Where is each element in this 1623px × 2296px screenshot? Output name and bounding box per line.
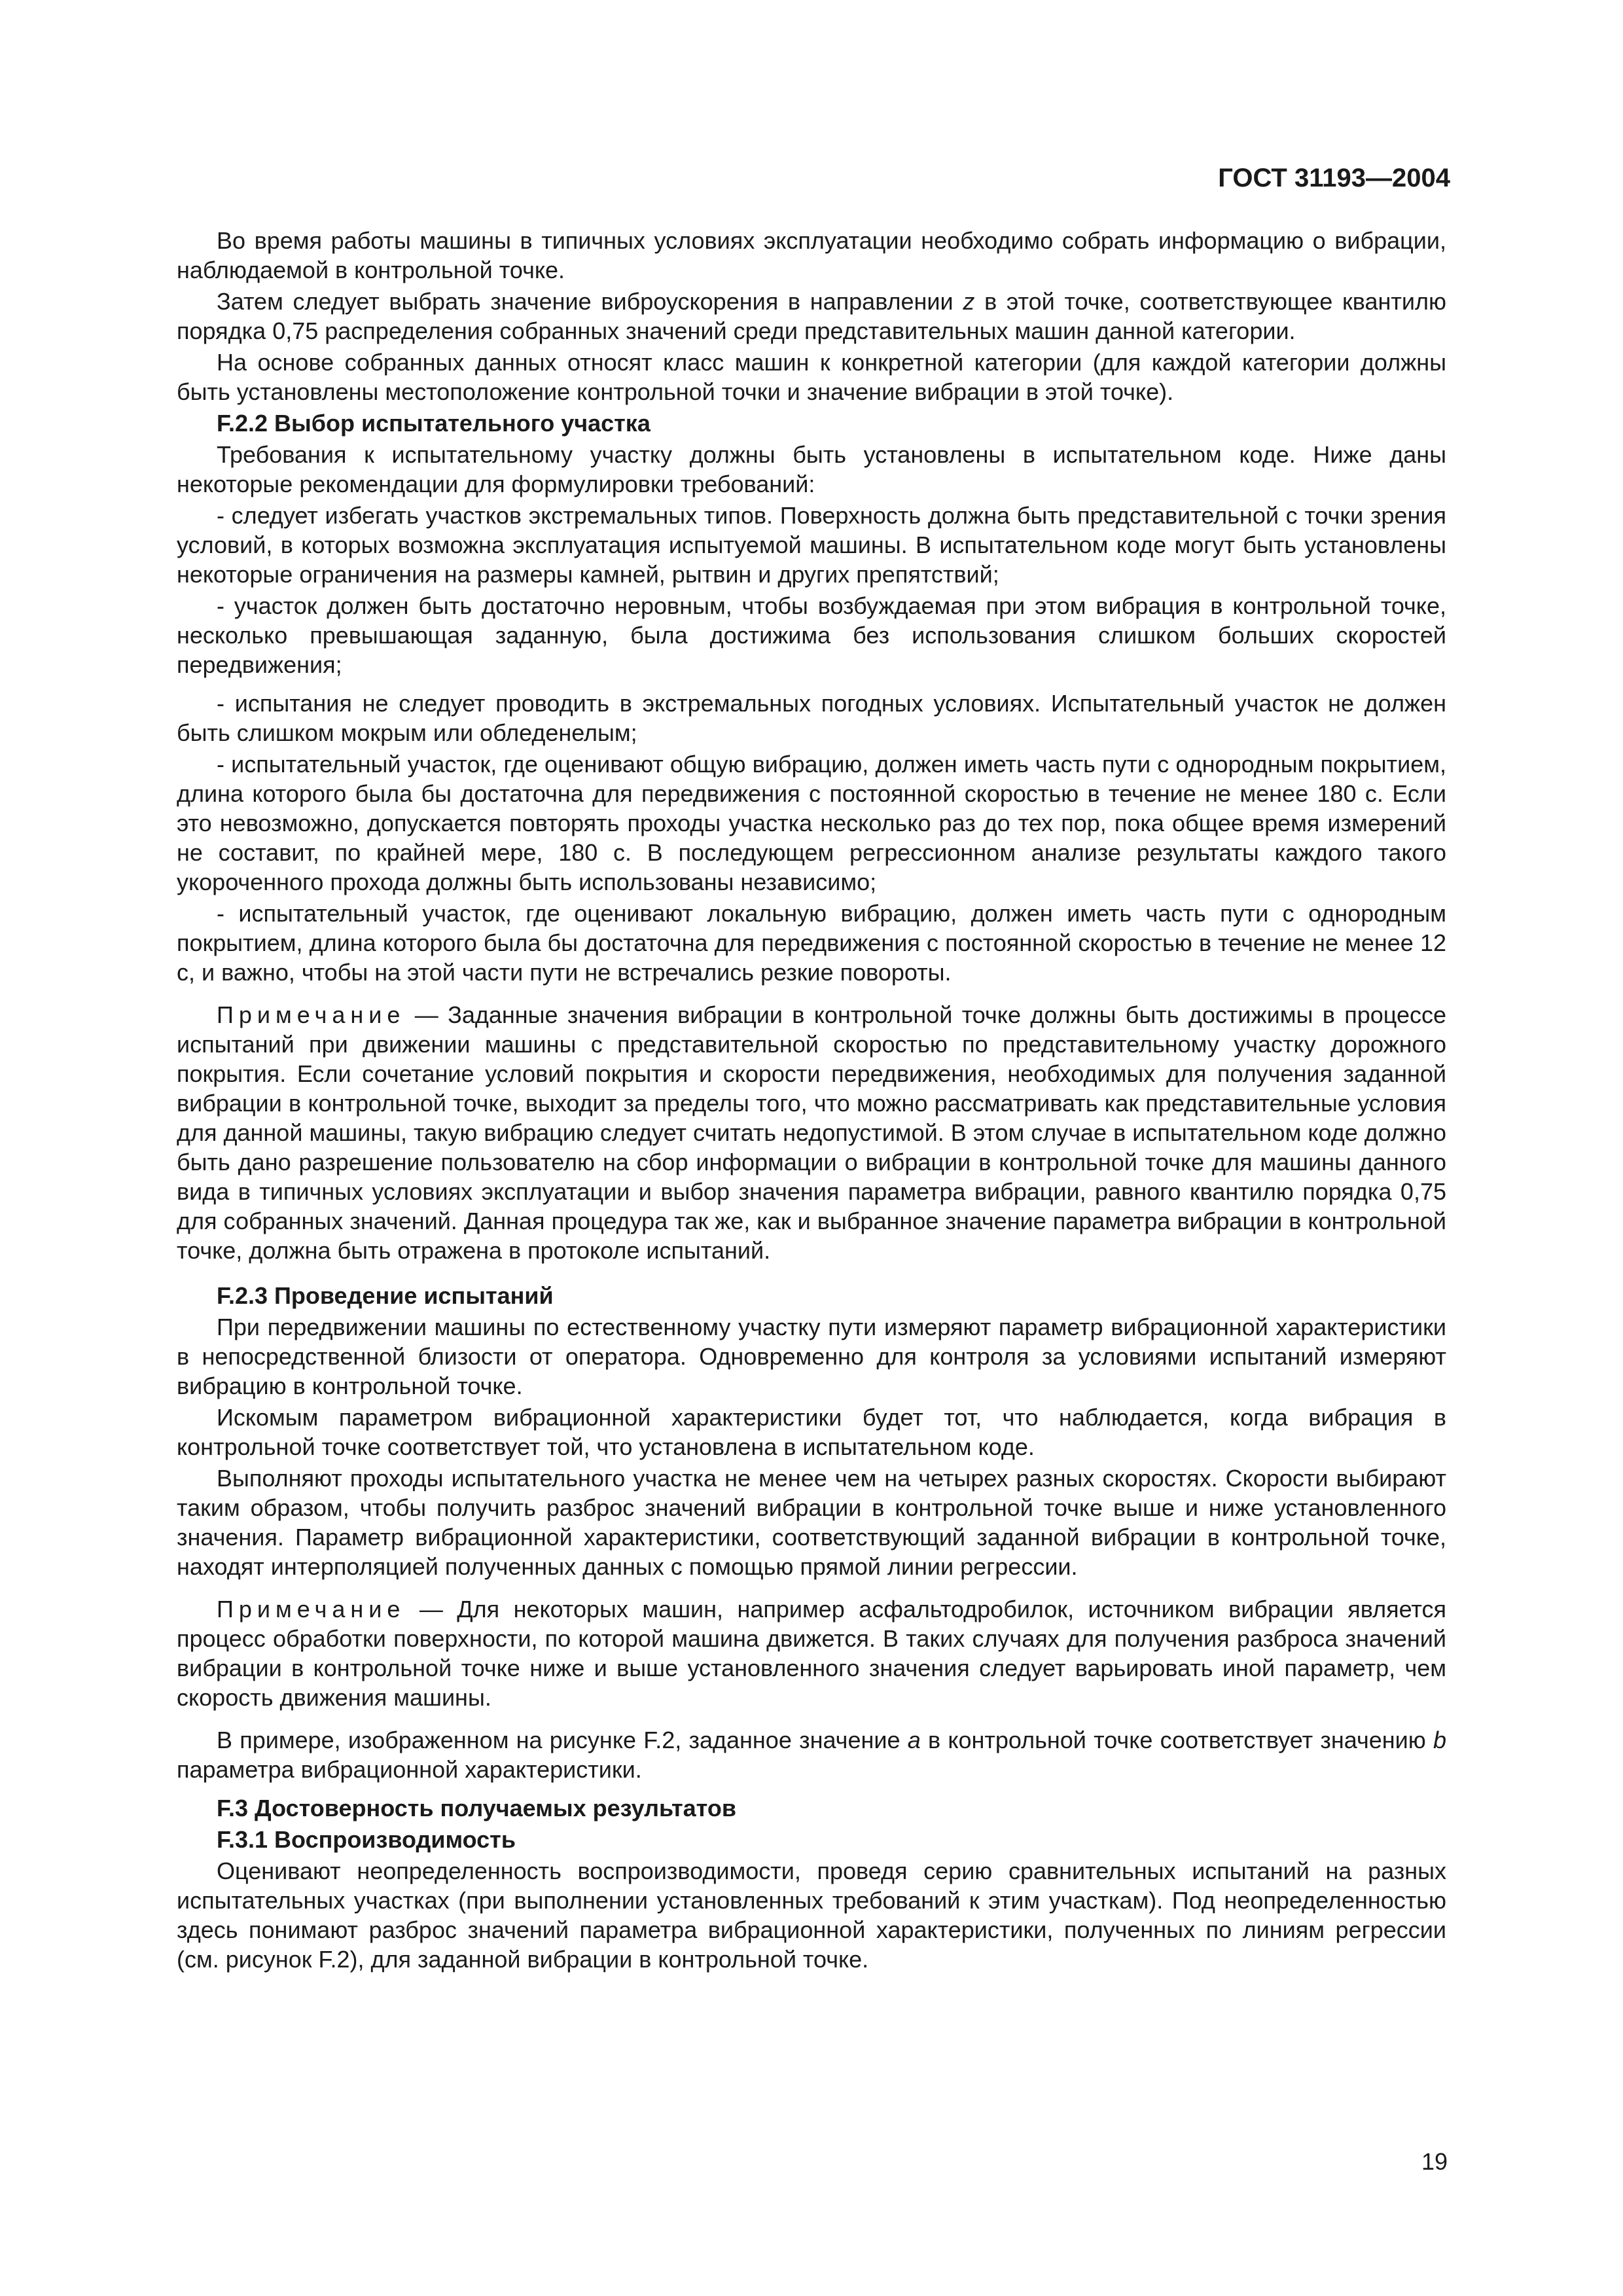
- paragraph-text: В примере, изображенном на рисунке F.2, заданное значение: [217, 1727, 908, 1753]
- section-heading-f31: F.3.1 Воспроизводимость: [217, 1826, 516, 1853]
- list-item-site-roughness: - участок должен быть достаточно неровным, чтобы возбуждаемая при этом вибрация в контрольной точке, несколько превышающая заданную, была достижима без использования слишком больших скоростей передвижения;: [177, 592, 1446, 678]
- variable-a: a: [907, 1727, 921, 1753]
- note-text: — Заданные значения вибрации в контрольной точке должны быть достижимы в процессе испытаний при движении машины с представительной скоростью по представительному участку дорожного покрытия. Если сочетание условий покрытия и скорости передвижения, необходимых для получения заданной вибрации в контрольной точке, выходит за пределы того, что можно рассматривать как представительные условия для данной машины, такую вибрацию следует считать недопустимой. В этом случае в испытательном коде должно быть дано разрешение пользователю на сбор информации о вибрации в контрольной точке для машины данного вида в типичных условиях эксплуатации и выбор значения параметра вибрации, равного квантилю порядка 0,75 для собранных значений. Данная процедура так же, как и выбранное значение параметра вибрации в контрольной точке, должна быть отражена в протоколе испытаний.: [177, 1001, 1446, 1264]
- paragraph-select-acceleration: [177, 287, 1446, 346]
- note-label: Примечание: [217, 1596, 406, 1623]
- paragraph-figure-example: [177, 1725, 1446, 1784]
- paragraph-measurement: При передвижении машины по естественному участку пути измеряют параметр вибрационной характеристики в непосредственной близости от оператора. Одновременно для контроля за условиями испытаний измеряют вибрацию в контрольной точке.: [177, 1314, 1446, 1399]
- section-heading-f23: F.2.3 Проведение испытаний: [217, 1282, 554, 1309]
- variable-z: z: [963, 288, 975, 315]
- paragraph-test-passes: Выполняют проходы испытательного участка не менее чем на четырех разных скоростях. Скорости выбирают таким образом, чтобы получить разброс значений вибрации в контрольной точке выше и ниже установленного значения. Параметр вибрационной характеристики, соответствующий заданной вибрации в контрольной точке, находят интерполяцией полученных данных с помощью прямой линии регрессии.: [177, 1465, 1446, 1580]
- page-body: [177, 226, 1446, 1974]
- section-heading-f3: F.3 Достоверность получаемых результатов: [217, 1795, 736, 1821]
- paragraph-collect-info: Во время работы машины в типичных условиях эксплуатации необходимо собрать информацию о вибрации, наблюдаемой в контрольной точке.: [177, 227, 1446, 283]
- note-block-1: [177, 1000, 1446, 1265]
- paragraph-text: Затем следует выбрать значение виброускорения в направлении: [217, 288, 963, 315]
- list-item-weather-conditions: - испытания не следует проводить в экстремальных погодных условиях. Испытательный участок не должен быть слишком мокрым или обледенелым;: [177, 690, 1446, 746]
- document-id-header: ГОСТ 31193—2004: [1218, 164, 1450, 192]
- variable-b: b: [1433, 1727, 1446, 1753]
- list-item-avoid-extreme-sites: - следует избегать участков экстремальных типов. Поверхность должна быть представительной с точки зрения условий, в которых возможна эксплуатация испытуемой машины. В испытательном коде могут быть установлены некоторые ограничения на размеры камней, рытвин и других препятствий;: [177, 502, 1446, 588]
- paragraph-category-assignment: На основе собранных данных относят класс машин к конкретной категории (для каждой категории должны быть установлены местоположение контрольной точки и значение вибрации в этой точке).: [177, 349, 1446, 405]
- section-heading-f22: F.2.2 Выбор испытательного участка: [217, 410, 651, 437]
- paragraph-text: параметра вибрационной характеристики.: [177, 1756, 642, 1783]
- list-item-whole-body-vibration-site: - испытательный участок, где оценивают общую вибрацию, должен иметь часть пути с однородным покрытием, длина которого была бы достаточна для передвижения с постоянной скоростью в течение не менее 180 с. Если это невозможно, допускается повторять проходы участка несколько раз до тех пор, пока общее время измерений не составит, по крайней мере, 180 с. В последующем регрессионном анализе результаты каждого такого укороченного прохода должны быть использованы независимо;: [177, 751, 1446, 895]
- note-label: Примечание: [217, 1001, 406, 1028]
- note-block-2: [177, 1594, 1446, 1712]
- page-number: 19: [1421, 2148, 1448, 2175]
- paragraph-test-site-requirements: Требования к испытательному участку должны быть установлены в испытательном коде. Ниже даны некоторые рекомендации для формулировки требований:: [177, 441, 1446, 497]
- paragraph-reproducibility: Оценивают неопределенность воспроизводимости, проведя серию сравнительных испытаний на разных испытательных участках (при выполнении установленных требований к этим участкам). Под неопределенностью здесь понимают разброс значений параметра вибрационной характеристики, полученных по линиям регрессии (см. рисунок F.2), для заданной вибрации в контрольной точке.: [177, 1857, 1446, 1973]
- paragraph-text: в контрольной точке соответствует значению: [920, 1727, 1433, 1753]
- paragraph-target-parameter: Искомым параметром вибрационной характеристики будет тот, что наблюдается, когда вибрация в контрольной точке соответствует той, что установлена в испытательном коде.: [177, 1404, 1446, 1460]
- paragraph-text: в этой точке, соответствующее квантилю порядка 0,75 распределения собранных значений среди представительных машин данной категории.: [177, 288, 1446, 344]
- list-item-hand-arm-vibration-site: - испытательный участок, где оценивают локальную вибрацию, должен иметь часть пути с однородным покрытием, длина которого была бы достаточна для передвижения с постоянной скоростью в течение не менее 12 с, и важно, чтобы на этой части пути не встречались резкие повороты.: [177, 900, 1446, 986]
- note-text: — Для некоторых машин, например асфальтодробилок, источником вибрации является процесс обработки поверхности, по которой машина движется. В таких случаях для получения разброса значений вибрации в контрольной точке ниже и выше установленного значения следует варьировать иной параметр, чем скорость движения машины.: [177, 1596, 1446, 1711]
